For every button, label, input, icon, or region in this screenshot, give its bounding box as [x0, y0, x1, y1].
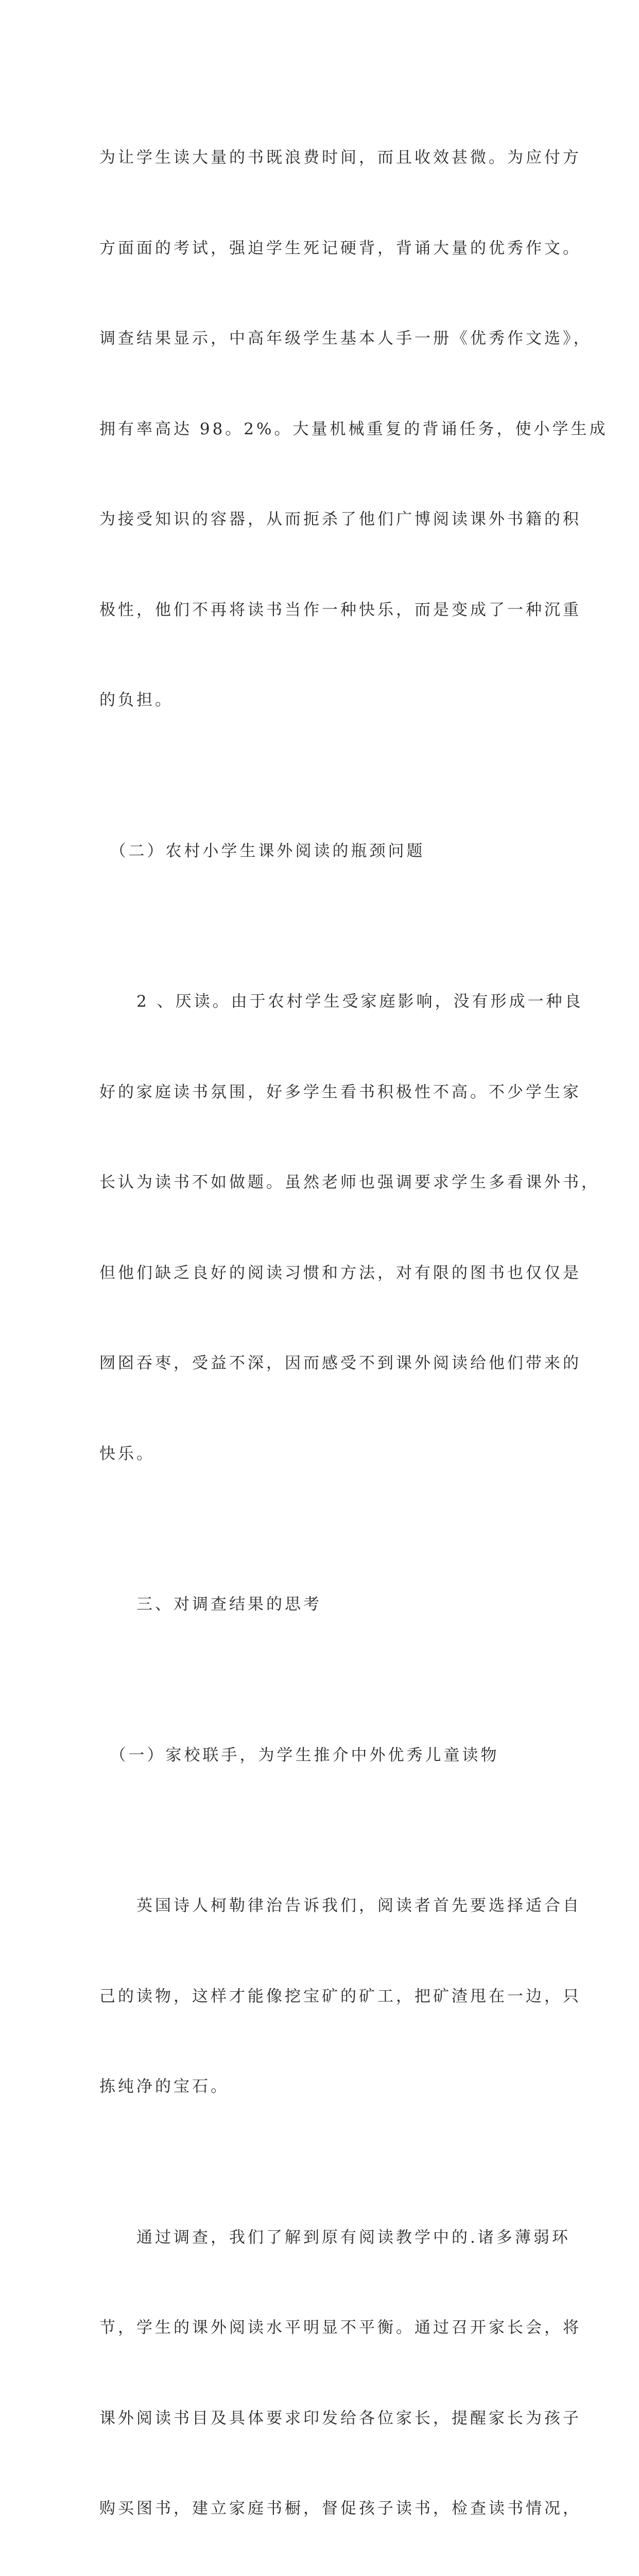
paragraph-coleridge-quote — [99, 1831, 552, 2162]
text-line: 方面面的考试，强迫学生死记硬背，背诵大量的优秀作文。 — [99, 233, 552, 264]
text-line: 但他们缺乏良好的阅读习惯和方法，对有限的图书也仅仅是 — [99, 1258, 552, 1289]
paragraph-survey-measures — [99, 2162, 552, 2576]
text-line: 课外阅读书目及具体要求印发给各位家长，提醒家长为孩子 — [99, 2403, 552, 2434]
text-line: 的负担。 — [99, 685, 552, 716]
text-line: 己的读物，这样才能像挖宝矿的矿工，把矿渣甩在一边，只 — [99, 1981, 552, 2012]
text-line: 英国诗人柯勒律治告诉我们，阅读者首先要选择适合自 — [99, 1891, 552, 1921]
text-line: 拥有率高达 98。2%。大量机械重复的背诵任务，使小学生成 — [99, 414, 552, 445]
text-line: 调查结果显示，中高年级学生基本人手一册《优秀作文选》， — [99, 324, 552, 354]
text-line: 拣纯净的宝石。 — [99, 2072, 552, 2102]
text-line: 长认为读书不如做题。虽然老师也强调要求学生多看课外书， — [99, 1167, 552, 1198]
text-line: 为接受知识的容器，从而扼杀了他们广博阅读课外书籍的积 — [99, 504, 552, 535]
paragraph-reading-burden — [99, 82, 552, 776]
text-line: 好的家庭读书氛围，好多学生看书积极性不高。不少学生家 — [99, 1077, 552, 1108]
heading-text: （一）家校联手，为学生推介中外优秀儿童读物 — [99, 1740, 552, 1771]
paragraph-reading-aversion — [99, 926, 552, 1529]
heading-text: 三、对调查结果的思考 — [99, 1589, 552, 1620]
text-line: 为让学生读大量的书既浪费时间，而且收效甚微。为应付方 — [99, 143, 552, 173]
text-line: 极性，他们不再将读书当作一种快乐，而是变成了一种沉重 — [99, 595, 552, 625]
text-line: 囫囵吞枣，受益不深，因而感受不到课外阅读给他们带来的 — [99, 1348, 552, 1379]
heading-text: （二）农村小学生课外阅读的瓶颈问题 — [99, 836, 552, 867]
text-line: 节，学生的课外阅读水平明显不平衡。通过召开家长会，将 — [99, 2313, 552, 2343]
text-line: 2 、厌读。由于农村学生受家庭影响，没有形成一种良 — [99, 987, 552, 1017]
text-line: 通过调查，我们了解到原有阅读教学中的.诸多薄弱环 — [99, 2223, 552, 2253]
subsection-heading-home-school — [99, 1680, 552, 1831]
document-body — [99, 82, 552, 2576]
text-line: 购买图书，建立家庭书橱，督促孩子读书，检查读书情况， — [99, 2494, 552, 2524]
text-line: 快乐。 — [99, 1439, 552, 1469]
document-page — [0, 0, 639, 904]
section-heading-reflection — [99, 1529, 552, 1680]
section-heading-bottleneck — [99, 776, 552, 927]
